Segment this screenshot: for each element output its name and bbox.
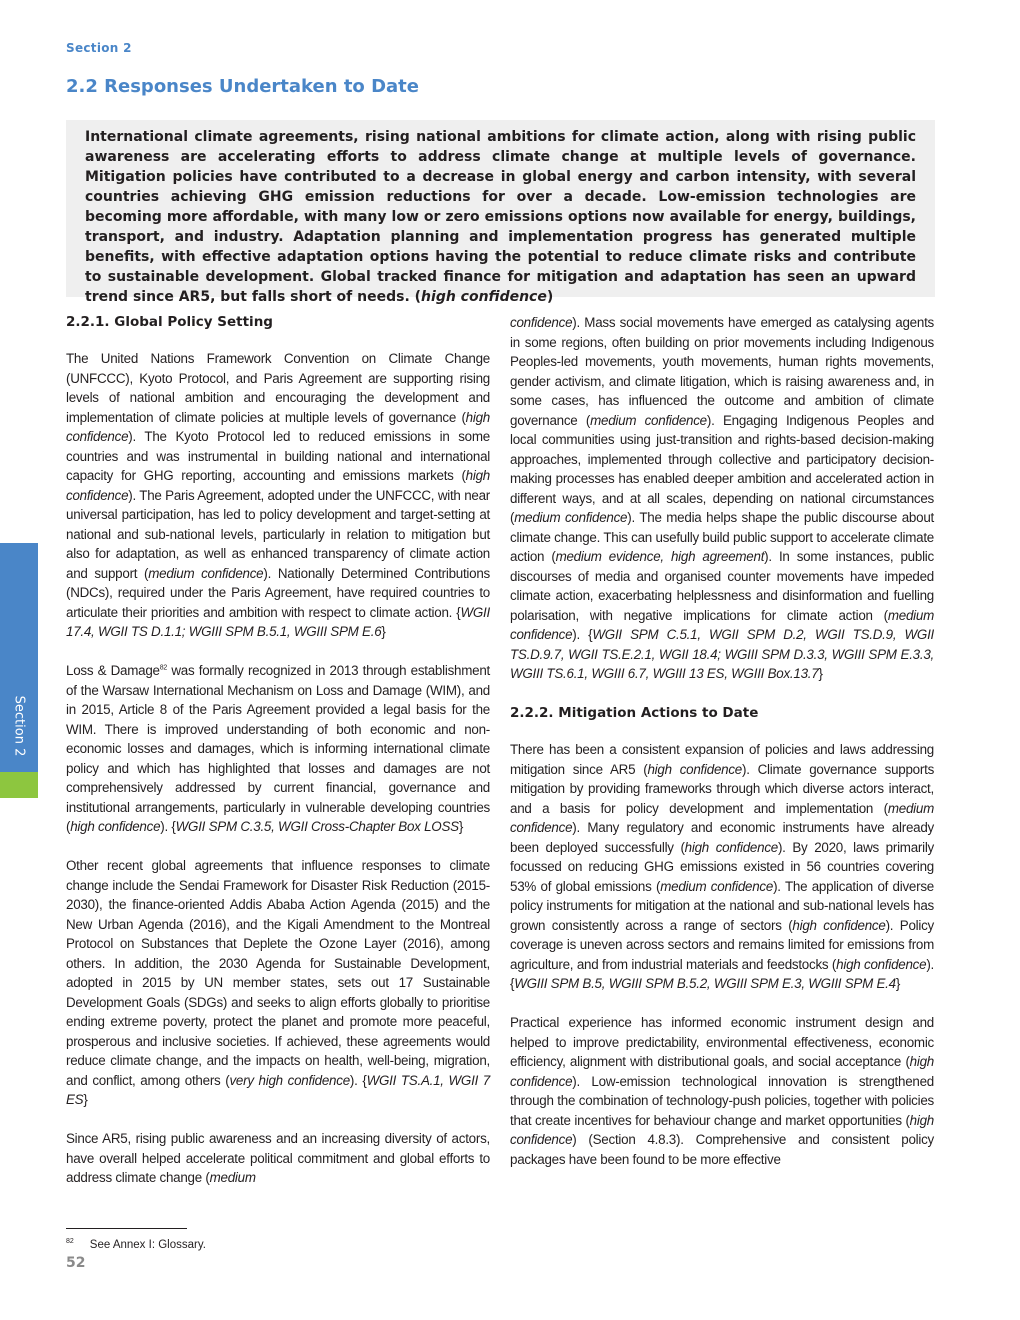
section-side-tab-accent [0,772,38,798]
page-number: 52 [66,1255,86,1271]
summary-box [66,120,935,305]
section-heading-mitigation: 2.2.2. Mitigation Actions to Date [510,705,759,721]
footnote-marker: 82 [159,664,168,672]
footnote-text: See Annex I: Glossary. [89,1238,206,1251]
paragraph: Practical experience has informed economic instrument design and helped to improve predictability, environmental effectiveness, economic efficiency, alignment with distributional goals, and social acceptance (high confidence). Low-emission technological innovation is strengthened through the combination of technology-push policies, together with policies that create incentives for behaviour change and market opportunities (high confidence) (Section 4.8.3). Comprehensive and consistent policy packages have been found to be more effective [510,1015,934,1167]
reference: WGII SPM C.5.1, WGII SPM D.2, WGII TS.D.9, WGII TS.D.9.7, WGII TS.E.2.1, WGII 18.4; WGIII SPM D.3.3, WGIII SPM E.3.3, WGIII TS.6.1, WGIII 6.7, WGIII 13 ES, WGIII Box.13.7 [510,627,935,681]
right-column [510,313,934,1189]
paragraph: There has been a consistent expansion of policies and laws addressing mitigation since AR5 (high confidence). Climate governance supports mitigation by providing frameworks through which diverse actors interact, and a basis for policy development and implementation (medium confidence). Many regulatory and economic instruments have already been deployed successfully (high confidence). By 2020, laws primarily focussed on reducing GHG emissions existed in 56 countries covering 53% of global emissions (medium confidence). The application of diverse policy instruments for mitigation at the national and sub-national levels has grown consistently across a range of sectors (high confidence). Policy coverage is uneven across sectors and remains limited for emissions from agriculture, and from industrial materials and feedstocks (high confidence). {WGIII SPM B.5, WGIII SPM B.5.2, WGIII SPM E.3, WGIII SPM E.4} [510,742,935,991]
summary-text: International climate agreements, rising national ambitions for climate action, along with rising public awareness are accelerating efforts to address climate change at multiple levels of governance. Mitigation policies have contributed to a decrease in global energy and carbon intensity, with several countries achieving GHG emission reductions for over a decade. Low-emission technologies are becoming more affordable, with many low or zero emissions options now available for energy, buildings, transport, and industry. Adaptation planning and implementation progress has generated multiple benefits, with effective adaptation options having the potential to reduce climate risks and contribute to sustainable development. Global tracked finance for mitigation and adaptation has seen an upward trend since AR5, but falls short of needs. (high confidence) [85,129,916,305]
paragraph: Since AR5, rising public awareness and an increasing diversity of actors, have overall helped accelerate political commitment and global efforts to address climate change (medium [66,1131,490,1185]
side-tab-label: Section 2 [11,695,27,757]
paragraph: The United Nations Framework Convention on Climate Change (UNFCCC), Kyoto Protocol, and Paris Agreement are supporting rising levels of national ambition and encouraging the development and implementation of climate policies at multiple levels of governance (high confidence). The Kyoto Protocol led to reduced emissions in some countries and was instrumental in building national and international capacity for GHG reporting, accounting and emissions markets (high confidence). The Paris Agreement, adopted under the UNFCCC, with near universal participation, has led to policy development and target-setting at national and sub-national levels, particularly in relation to mitigation but also for adaptation, as well as enhanced transparency of climate action and support (medium confidence). Nationally Determined Contributions (NDCs), required under the Paris Agreement, have required countries to articulate their priorities and ambition with respect to climate action. {WGII 17.4, WGII TS D.1.1; WGIII SPM B.5.1, WGIII SPM E.6} [66,351,490,639]
left-column [66,312,490,1207]
page-title: 2.2 Responses Undertaken to Date [66,76,419,97]
reference: WGII 17.4, WGII TS D.1.1; WGIII SPM B.5.1, WGIII SPM E.6 [66,604,490,639]
paragraph-continued: confidence). Mass social movements have emerged as catalysing agents in some regions, often building on prior movements including Indigenous Peoples-led movements, youth movements, human rights movements, gender activism, and climate litigation, which is raising awareness and, in some cases, has influenced the outcome and ambition of climate governance (medium confidence). Engaging Indigenous Peoples and local communities using just-transition and rights-based decision-making approaches, implemented through collective and participatory decision-making processes has enabled deeper ambition and accelerated action in different ways, and at all scales, depending on national circumstances (medium confidence). The media helps shape the public discourse about climate change. This can usefully build public support to accelerate climate action (medium evidence, high agreement). In some instances, public discourses of media and organised counter movements have impeded climate action, exacerbating helplessness and disinformation and fuelling polarisation, with negative implications for climate action (medium confidence). {WGII SPM C.5.1, WGII SPM D.2, WGII TS.D.9, WGII TS.D.9.7, WGII TS.E.2.1, WGII 18.4; WGIII SPM D.3.3, WGIII SPM E.3.3, WGIII TS.6.1, WGIII 6.7, WGIII 13 ES, WGIII Box.13.7} [510,315,935,681]
footnote [66,1238,206,1251]
paragraph: Loss & Damage$^{82}$ was formally recognized in 2013 through establishment of the Warsaw International Mechanism on Loss and Damage (WIM), and in 2015, Article 8 of the Paris Agreement provided a legal basis for the WIM. There is improved understanding of both economic and non-economic losses and damages, which is informing international climate policy and which has highlighted that losses and damages are not comprehensively addressed by current financial, governance and institutional arrangements, particularly in vulnerable developing countries (high confidence). {WGII SPM C.3.5, WGII Cross-Chapter Box LOSS} [66,663,490,834]
footnote-number: 82 [66,1238,74,1245]
footnote-divider [66,1228,187,1229]
reference: WGII TS.A.1, WGII 7 ES [66,1072,491,1107]
section-label: Section 2 [66,41,132,55]
paragraph: Other recent global agreements that influence responses to climate change include the Sendai Framework for Disaster Risk Reduction (2015-2030), the finance-oriented Addis Ababa Action Agenda (2015) and the New Urban Agenda (2016), and the Kigali Amendment to the Montreal Protocol on Substances that Deplete the Ozone Layer (2016), among others. In addition, the 2030 Agenda for Sustainable Development, adopted in 2015 by UN member states, sets out 17 Sustainable Development Goals (SDGs) and seeks to align efforts globally to prioritise ending extreme poverty, protect the planet and promote more peaceful, prosperous and inclusive societies. If achieved, these agreements would reduce climate change, and the impacts on health, well-being, migration, and conflict, among others (very high confidence). {WGII TS.A.1, WGII 7 ES} [66,858,491,1107]
section-heading-global-policy: 2.2.1. Global Policy Setting [66,314,273,330]
reference: WGIII SPM B.5, WGIII SPM B.5.2, WGIII SPM E.3, WGIII SPM E.4 [514,976,896,991]
reference: WGII SPM C.3.5, WGII Cross-Chapter Box LOSS [175,819,459,834]
